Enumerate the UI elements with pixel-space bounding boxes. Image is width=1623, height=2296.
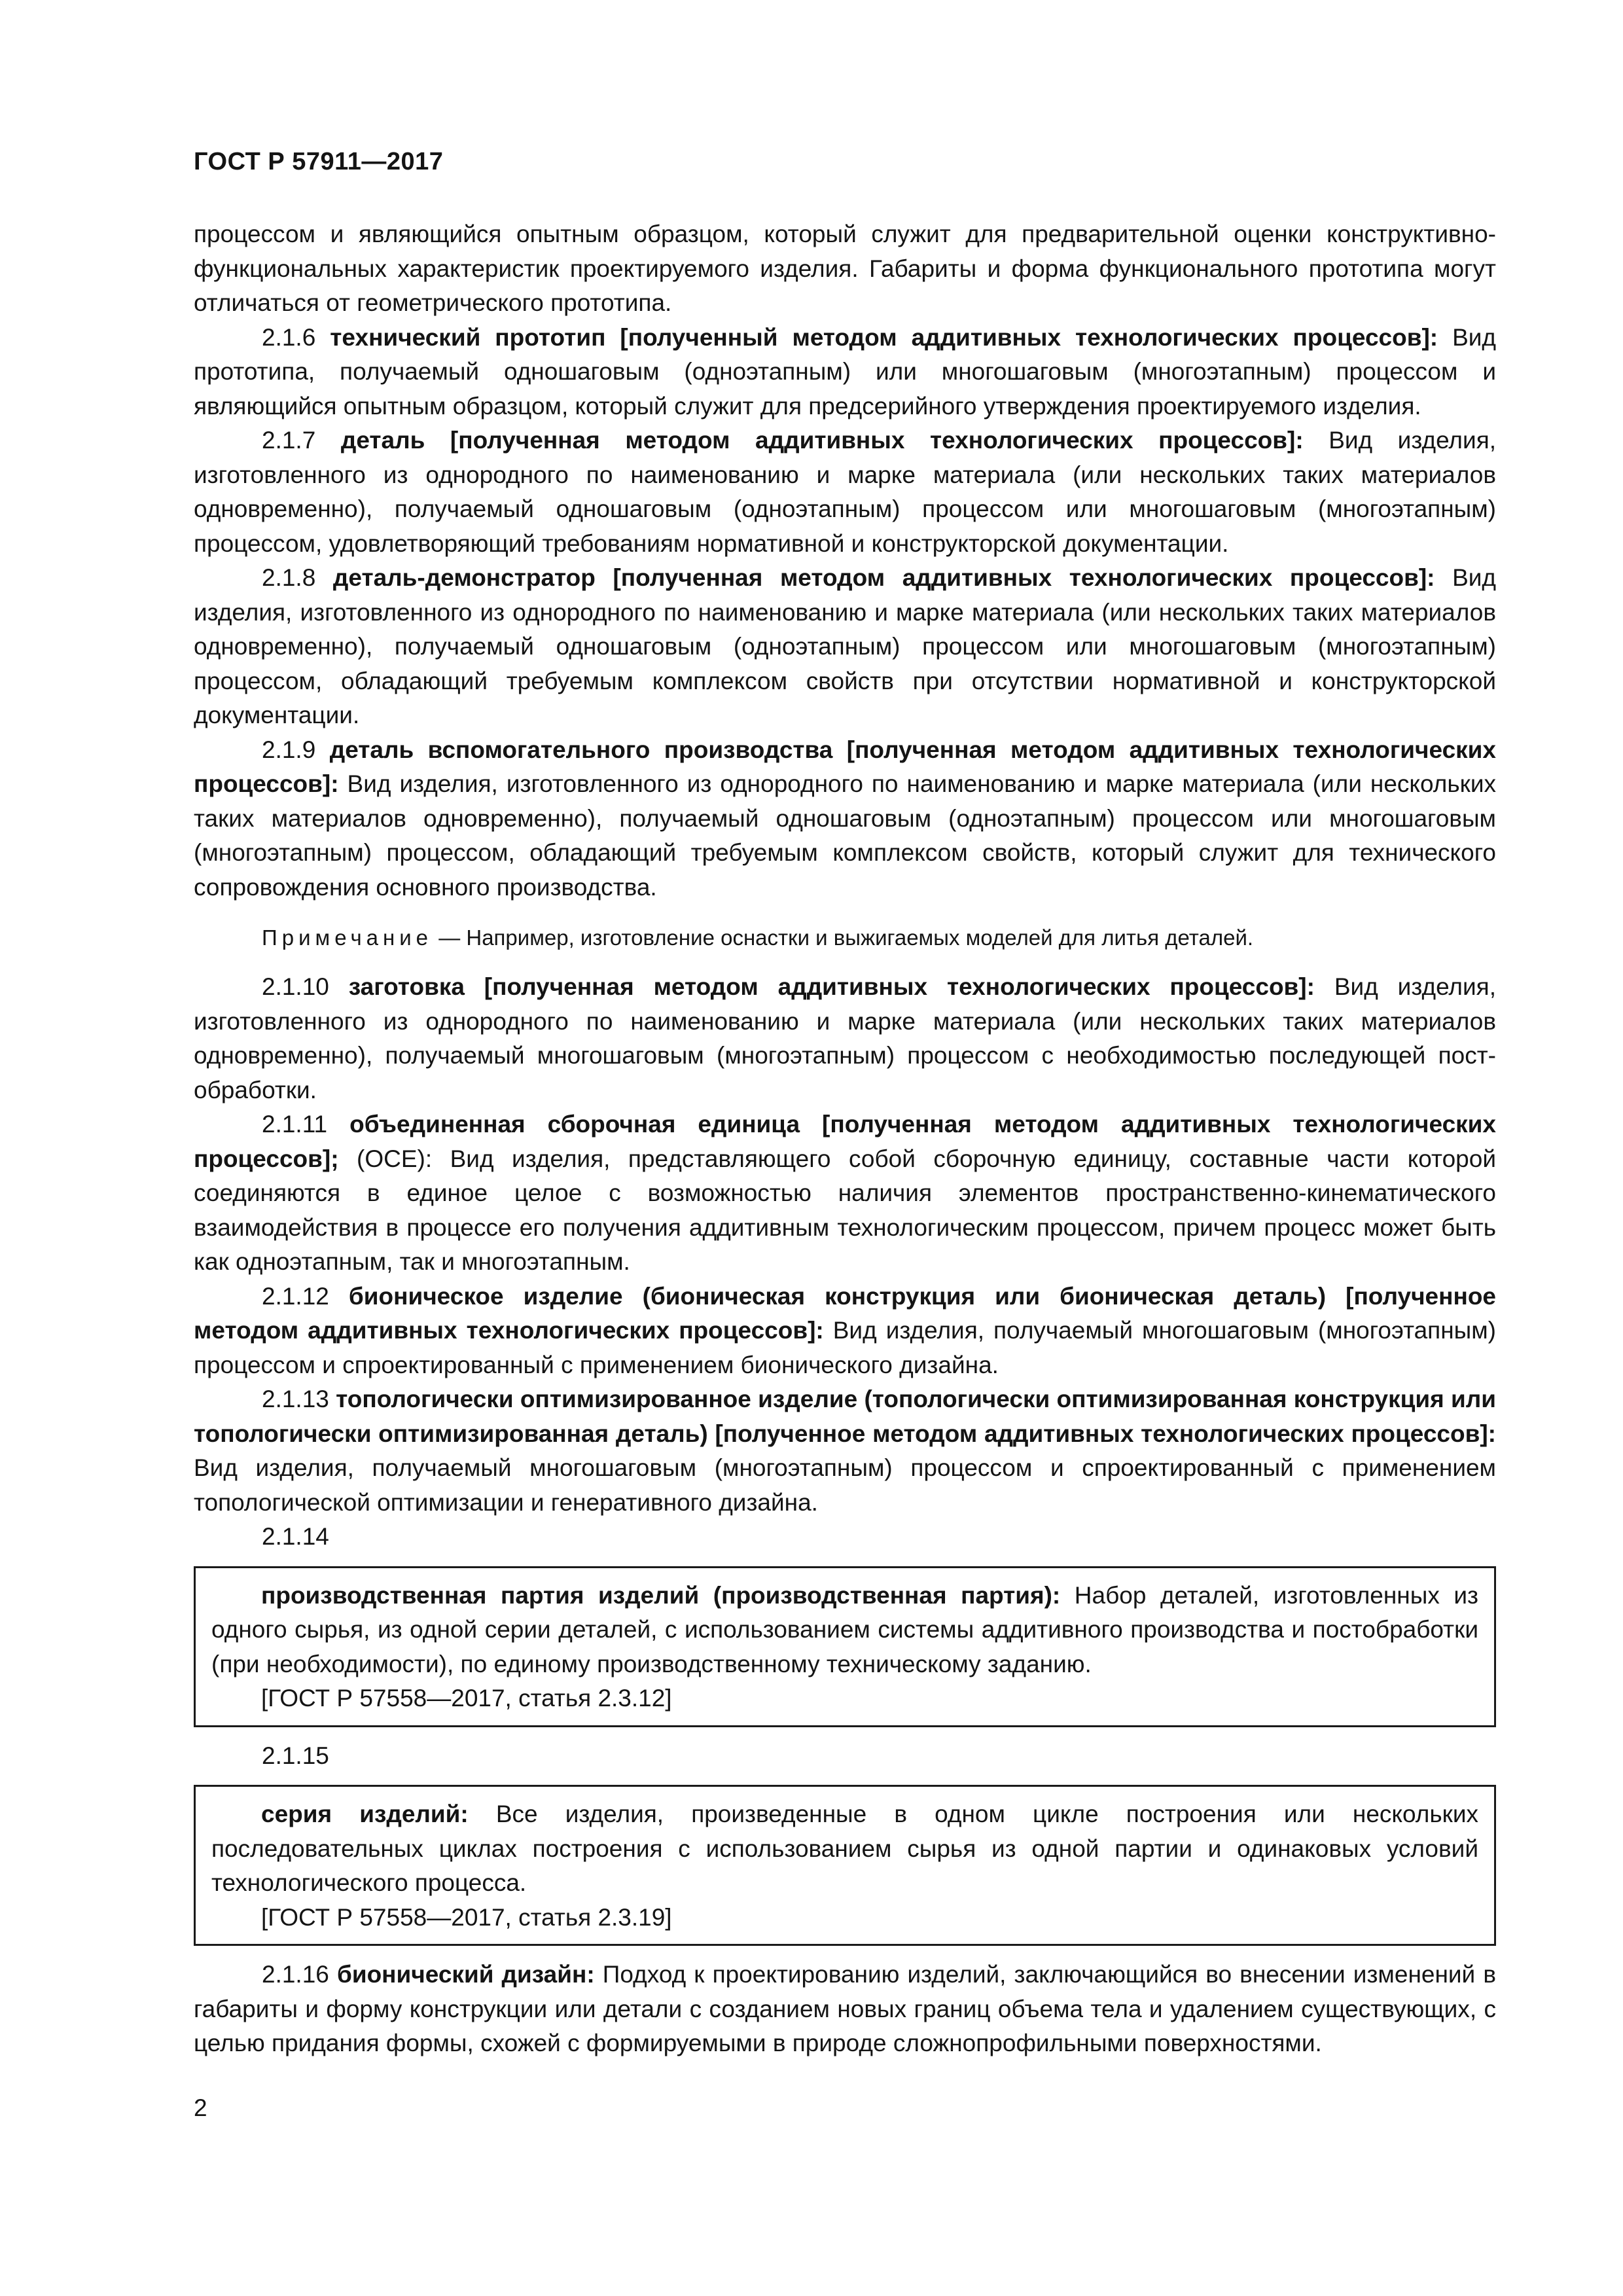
boxed-term-text [211, 1579, 1478, 1682]
term-definition: Вид изделия, получаемый многошаговым (многоэтапным) процессом и спроектированный с применением топологической оптимизации и генеративного дизайна. [194, 1454, 1496, 1516]
standard-designation: ГОСТ Р 57911—2017 [194, 148, 444, 175]
term-definition: Набор деталей, изготовленных из одного сырья, из одной серии деталей, с использованием системы аддитивного производства и постобработки (при необходимости), по единому производственному техническому заданию. [211, 1581, 1478, 1677]
term-entry-2-1-11 [194, 1107, 1496, 1280]
term-number: 2.1.8 [262, 564, 316, 591]
term-entry-2-1-6 [194, 321, 1496, 424]
boxed-term-2-1-15 [194, 1785, 1496, 1946]
term-number: 2.1.12 [262, 1282, 329, 1310]
term-title: деталь [полученная методом аддитивных технологических процессов]: [340, 427, 1304, 454]
term-definition: Вид изделия, получаемый многошаговым (многоэтапным) процессом и спроектированный с применением бионического дизайна. [194, 1317, 1496, 1378]
page-number: 2 [194, 2094, 207, 2121]
term-definition: Вид изделия, изготовленного из однородного по наименованию и марке материала (или нескольких таких материалов одновременно), получаемый одношаговым (одноэтапным) процессом или многошаговым (многоэтапным) процессом, обладающий требуемым комплексом свойств при отсутствии нормативной и конструкторской документации. [194, 564, 1497, 728]
term-number: 2.1.13 [262, 1386, 329, 1412]
term-number: 2.1.16 [262, 1961, 329, 1988]
note-label: Примечание [262, 925, 433, 950]
term-definition: Вид прототипа, получаемый одношаговым (одноэтапным) или многошаговым (многоэтапным) процессом и являющийся опытным образцом, который служит для предсерийного утверждения проектируемого изделия. [194, 323, 1497, 420]
term-title: деталь вспомогательного производства [полученная методом аддитивных технологических процессов]: [194, 736, 1497, 797]
term-entry-2-1-9 [194, 733, 1496, 905]
term-number-2-1-15: 2.1.15 [262, 1742, 329, 1769]
term-title: топологически оптимизированное изделие (топологически оптимизированная конструкция или топологически оптимизированная деталь) [полученное методом аддитивных технологических процессов]: [194, 1386, 1496, 1447]
term-number: 2.1.10 [262, 973, 329, 1000]
continuation-paragraph: процессом и являющийся опытным образцом, который служит для предварительной оценки конструктивно-функциональных характеристик проектируемого изделия. Габариты и форма функционального прототипа могут отличаться от геометрического прототипа. [194, 221, 1496, 316]
term-definition: Вид изделия, изготовленного из однородного по наименованию и марке материала (или нескольких таких материалов одновременно), получаемый многошаговым (многоэтапным) процессом с необходимостью последующей пост-обработки. [194, 973, 1496, 1103]
term-number-2-1-14: 2.1.14 [262, 1523, 329, 1550]
term-title: серия изделий: [261, 1801, 469, 1827]
term-definition: Все изделия, произведенные в одном цикле построения или нескольких последовательных циклах построения с использованием сырья из одной партии и одинаковых условий технологического процесса. [211, 1801, 1478, 1896]
term-number: 2.1.7 [262, 427, 316, 454]
source-reference: [ГОСТ Р 57558—2017, статья 2.3.19] [261, 1903, 672, 1931]
term-number: 2.1.6 [262, 323, 316, 351]
boxed-term-text [211, 1797, 1478, 1901]
boxed-term-2-1-14 [194, 1566, 1496, 1727]
term-title: заготовка [полученная методом аддитивных технологических процессов]: [348, 973, 1315, 1000]
term-title: деталь-демонстратор [полученная методом аддитивных технологических процессов]: [332, 564, 1435, 591]
source-reference: [ГОСТ Р 57558—2017, статья 2.3.12] [261, 1685, 672, 1712]
term-entry-2-1-16 [194, 1958, 1496, 2061]
term-title: производственная партия изделий (производственная партия): [261, 1581, 1061, 1609]
term-entry-2-1-8 [194, 561, 1496, 733]
term-title: бионическое изделие (бионическая конструкция или бионическая деталь) [полученное методом аддитивных технологических процессов]: [194, 1282, 1497, 1344]
term-entry-2-1-10 [194, 970, 1496, 1107]
term-definition: Подход к проектированию изделий, заключающийся во внесении изменений в габариты и форму конструкции или детали с созданием новых границ объема тела и удалением существующих, с целью придания формы, схожей с формируемыми в природе сложнопрофильными поверхностями. [194, 1961, 1496, 2056]
note-paragraph [194, 923, 1496, 953]
document-body [194, 217, 1496, 2061]
term-definition: (ОСЕ): Вид изделия, представляющего собой сборочную единицу, составные части которой соединяются в единое целое с возможностью наличия элементов пространственно-кинематического взаимодействия в процессе его получения аддитивным технологическим процессом, причем процесс может быть как одноэтапным, так и многоэтапным. [194, 1145, 1496, 1275]
term-number: 2.1.9 [262, 736, 316, 763]
term-entry-2-1-13 [194, 1382, 1496, 1520]
term-number: 2.1.11 [262, 1111, 328, 1138]
term-entry-2-1-12 [194, 1280, 1496, 1383]
term-entry-2-1-7 [194, 423, 1496, 561]
term-title: бионический дизайн: [336, 1961, 595, 1988]
term-definition: Вид изделия, изготовленного из однородного по наименованию и марке материала (или нескольких таких материалов одновременно), получаемый одношаговым (одноэтапным) процессом или многошаговым (многоэтапным) процессом, обладающий требуемым комплексом свойств, который служит для технического сопровождения основного производства. [194, 770, 1496, 901]
note-text: — Например, изготовление оснастки и выжигаемых моделей для литья деталей. [438, 925, 1254, 950]
term-title: технический прототип [полученный методом аддитивных технологических процессов]: [330, 323, 1438, 351]
term-definition: Вид изделия, изготовленного из однородного по наименованию и марке материала (или нескольких таких материалов одновременно), получаемый одношаговым (одноэтапным) процессом или многошаговым (многоэтапным) процессом, удовлетворяющий требованиям нормативной и конструкторской документации. [194, 427, 1497, 557]
term-title: объединенная сборочная единица [полученная методом аддитивных технологических процессов]; [194, 1111, 1496, 1172]
